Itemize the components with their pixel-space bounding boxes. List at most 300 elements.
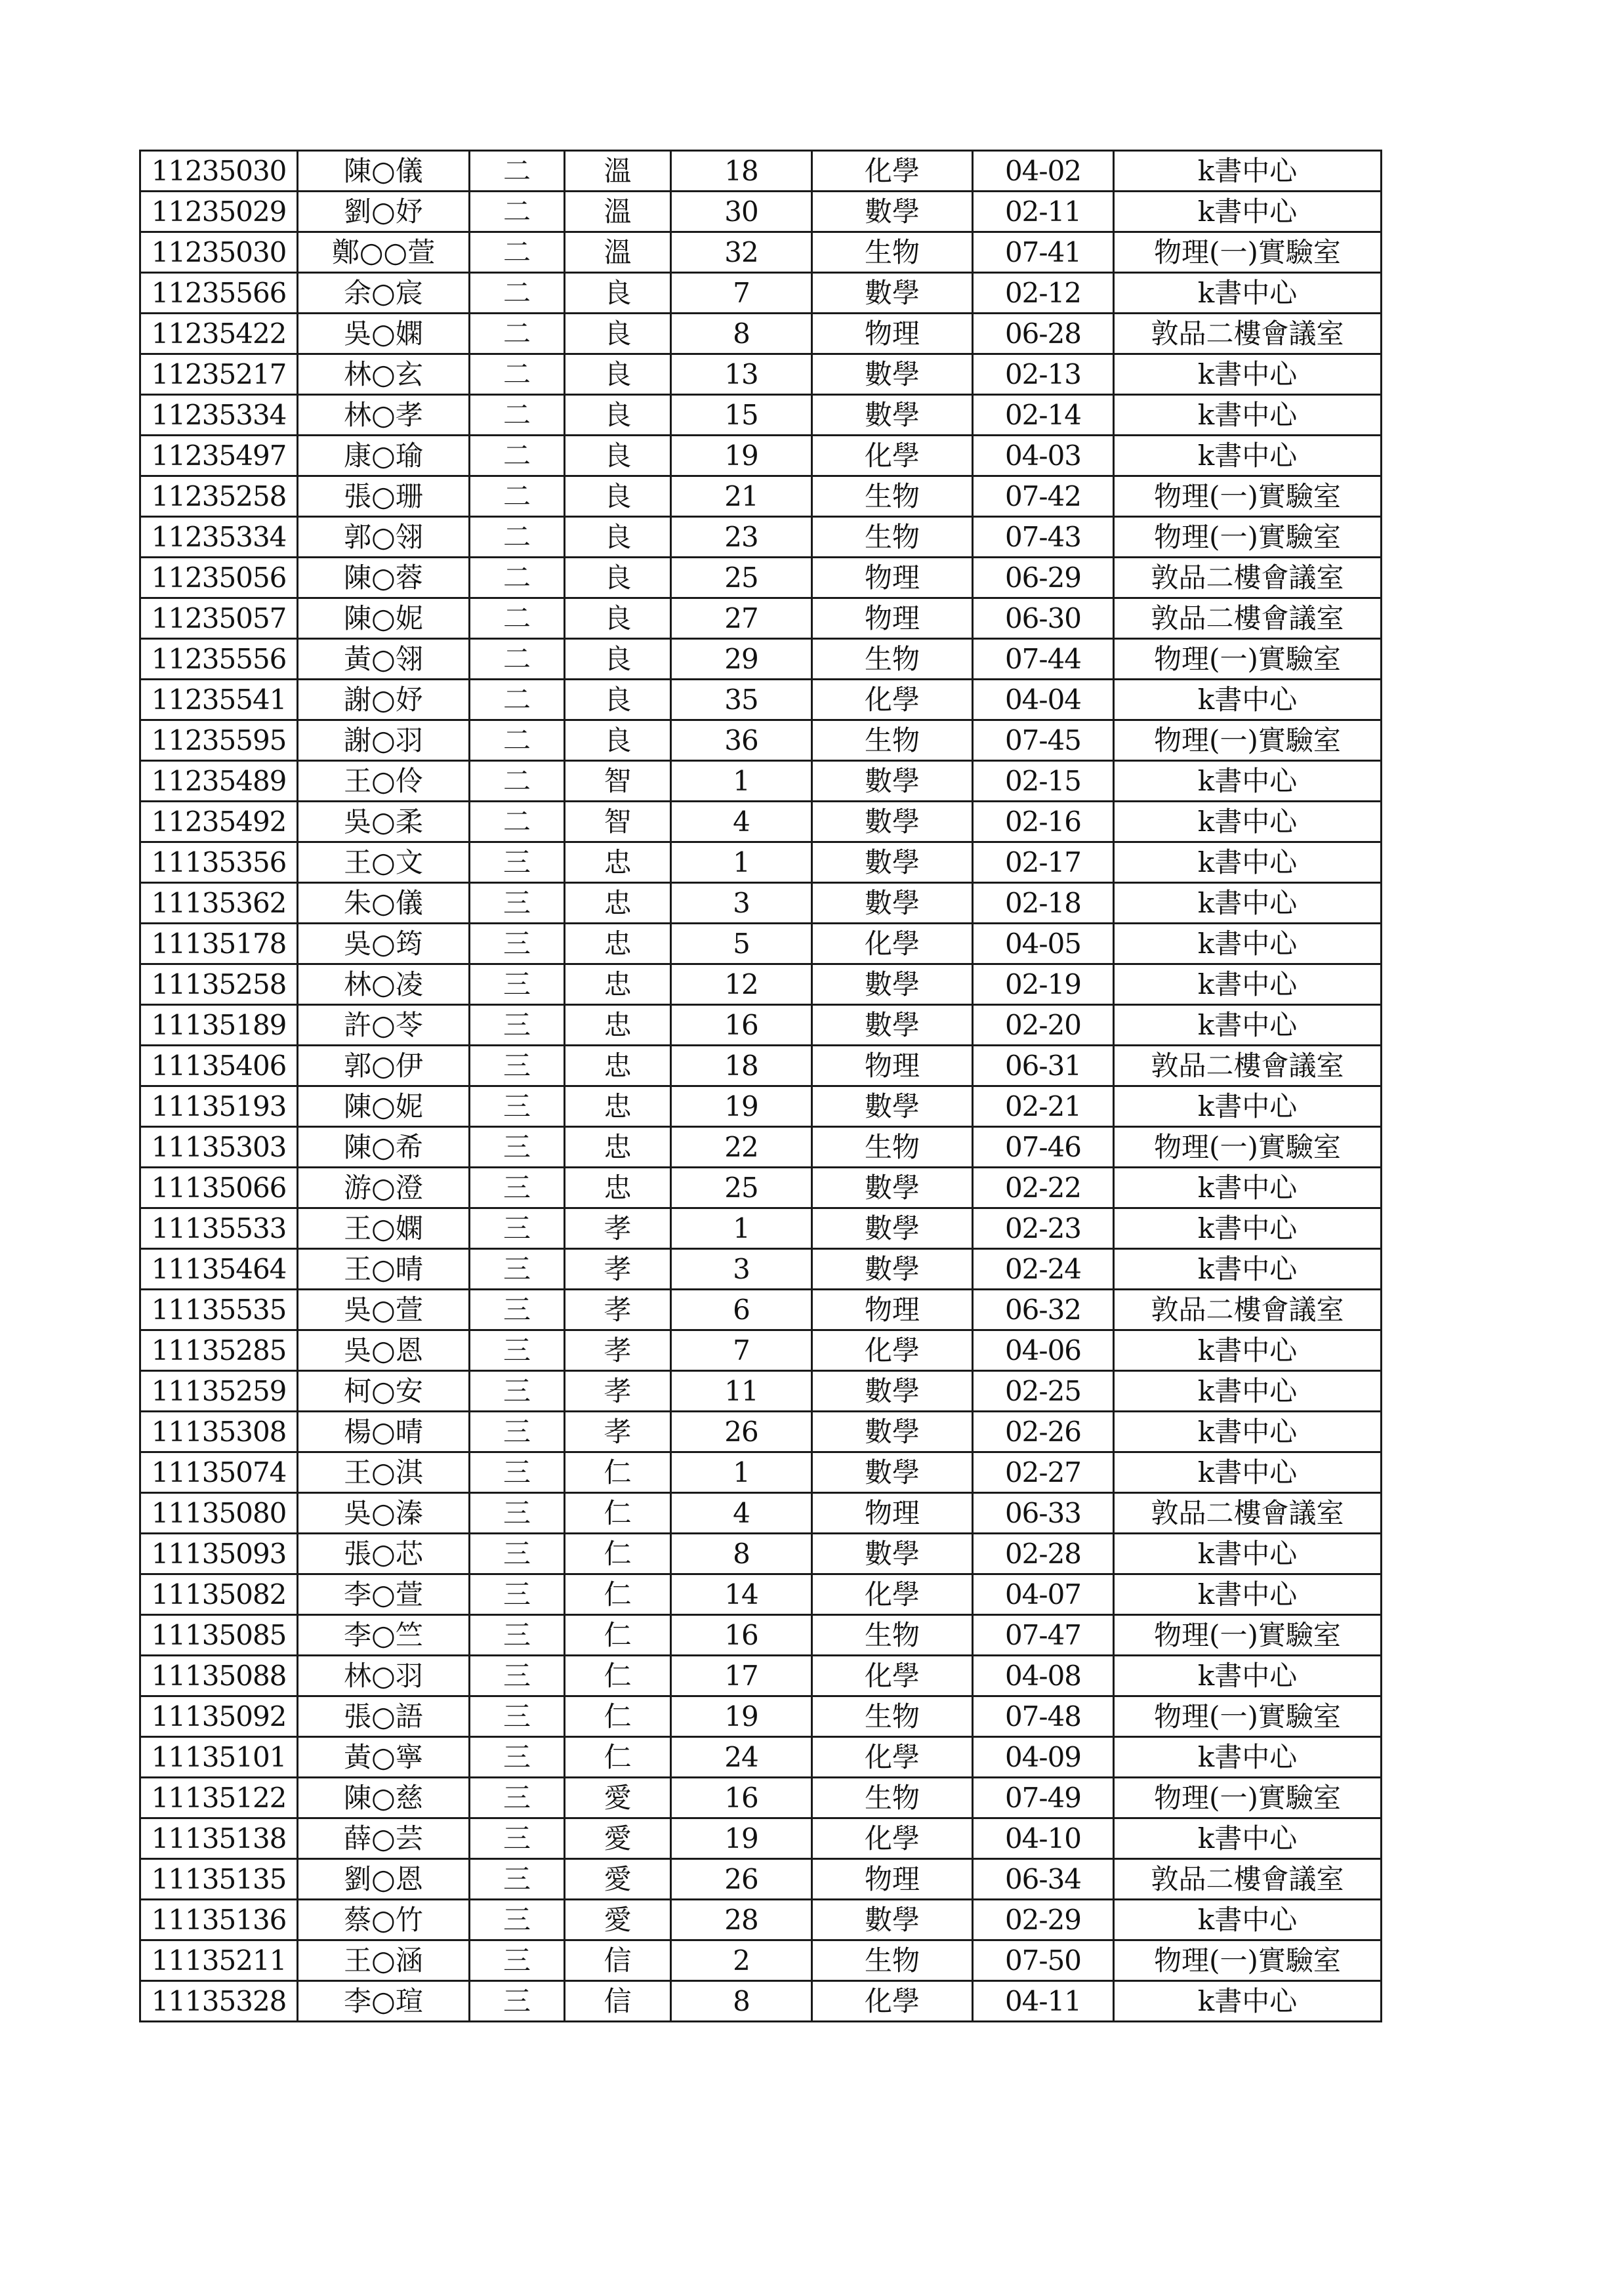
seat-number-cell: 5 [671, 924, 812, 964]
seat-number-cell: 4 [671, 802, 812, 842]
grade-cell: 二 [470, 436, 565, 476]
seat-number-cell: 22 [671, 1127, 812, 1168]
location-cell: 物理(一)實驗室 [1114, 639, 1382, 680]
student-name-cell: 楊○晴 [298, 1412, 470, 1452]
seat-number-cell: 13 [671, 354, 812, 395]
grade-cell: 二 [470, 517, 565, 558]
student-id-cell: 11135193 [140, 1086, 298, 1127]
student-id-cell: 11135136 [140, 1900, 298, 1940]
exam-seat-cell: 04-11 [973, 1981, 1114, 2022]
location-cell: 敦品二樓會議室 [1114, 1859, 1382, 1900]
student-name-cell: 謝○妤 [298, 680, 470, 720]
exam-seat-cell: 02-17 [973, 842, 1114, 883]
class-cell: 忠 [565, 1046, 671, 1086]
subject-cell: 化學 [812, 1330, 973, 1371]
grade-cell: 二 [470, 314, 565, 354]
grade-cell: 三 [470, 1615, 565, 1656]
exam-seat-cell: 07-48 [973, 1696, 1114, 1737]
class-cell: 良 [565, 314, 671, 354]
location-cell: k書中心 [1114, 192, 1382, 232]
exam-seat-cell: 04-10 [973, 1818, 1114, 1859]
exam-seat-cell: 07-41 [973, 232, 1114, 273]
location-cell: k書中心 [1114, 436, 1382, 476]
table-row [140, 558, 1382, 598]
grade-cell: 三 [470, 1818, 565, 1859]
student-name-cell: 李○瑄 [298, 1981, 470, 2022]
seat-number-cell: 25 [671, 1168, 812, 1208]
subject-cell: 數學 [812, 1900, 973, 1940]
location-cell: k書中心 [1114, 883, 1382, 924]
student-id-cell: 11135189 [140, 1005, 298, 1046]
table-row [140, 314, 1382, 354]
class-cell: 仁 [565, 1534, 671, 1574]
subject-cell: 物理 [812, 558, 973, 598]
subject-cell: 生物 [812, 232, 973, 273]
subject-cell: 物理 [812, 314, 973, 354]
seat-number-cell: 30 [671, 192, 812, 232]
student-id-cell: 11235334 [140, 517, 298, 558]
grade-cell: 三 [470, 1981, 565, 2022]
class-cell: 忠 [565, 883, 671, 924]
location-cell: k書中心 [1114, 924, 1382, 964]
location-cell: k書中心 [1114, 761, 1382, 802]
student-name-cell: 劉○妤 [298, 192, 470, 232]
location-cell: k書中心 [1114, 1168, 1382, 1208]
subject-cell: 生物 [812, 1696, 973, 1737]
seat-number-cell: 26 [671, 1412, 812, 1452]
grade-cell: 三 [470, 1534, 565, 1574]
table-row [140, 883, 1382, 924]
table-row [140, 1168, 1382, 1208]
exam-seat-cell: 07-42 [973, 476, 1114, 517]
subject-cell: 數學 [812, 1534, 973, 1574]
seat-number-cell: 3 [671, 1249, 812, 1290]
student-id-cell: 11235541 [140, 680, 298, 720]
seat-number-cell: 16 [671, 1778, 812, 1818]
seat-number-cell: 3 [671, 883, 812, 924]
student-id-cell: 11135258 [140, 964, 298, 1005]
seat-number-cell: 2 [671, 1940, 812, 1981]
grade-cell: 三 [470, 1046, 565, 1086]
student-name-cell: 李○萱 [298, 1574, 470, 1615]
seat-number-cell: 21 [671, 476, 812, 517]
subject-cell: 數學 [812, 761, 973, 802]
seat-number-cell: 6 [671, 1290, 812, 1330]
location-cell: k書中心 [1114, 1452, 1382, 1493]
seat-number-cell: 19 [671, 1086, 812, 1127]
grade-cell: 三 [470, 1574, 565, 1615]
subject-cell: 化學 [812, 1981, 973, 2022]
seat-assignment-table [139, 150, 1382, 2022]
table-row [140, 1086, 1382, 1127]
subject-cell: 化學 [812, 436, 973, 476]
seat-number-cell: 14 [671, 1574, 812, 1615]
table-row [140, 1859, 1382, 1900]
student-name-cell: 王○嫻 [298, 1208, 470, 1249]
subject-cell: 生物 [812, 517, 973, 558]
class-cell: 孝 [565, 1371, 671, 1412]
exam-seat-cell: 07-49 [973, 1778, 1114, 1818]
student-name-cell: 薛○芸 [298, 1818, 470, 1859]
subject-cell: 生物 [812, 476, 973, 517]
exam-seat-cell: 02-20 [973, 1005, 1114, 1046]
student-id-cell: 11135533 [140, 1208, 298, 1249]
student-name-cell: 吳○筠 [298, 924, 470, 964]
seat-number-cell: 18 [671, 1046, 812, 1086]
exam-seat-cell: 06-29 [973, 558, 1114, 598]
location-cell: k書中心 [1114, 1412, 1382, 1452]
seat-number-cell: 4 [671, 1493, 812, 1534]
subject-cell: 數學 [812, 802, 973, 842]
location-cell: 敦品二樓會議室 [1114, 558, 1382, 598]
seat-number-cell: 32 [671, 232, 812, 273]
student-name-cell: 黃○寧 [298, 1737, 470, 1778]
table-row [140, 192, 1382, 232]
grade-cell: 二 [470, 232, 565, 273]
table-row [140, 761, 1382, 802]
student-id-cell: 11135093 [140, 1534, 298, 1574]
student-id-cell: 11235030 [140, 232, 298, 273]
seat-number-cell: 15 [671, 395, 812, 436]
subject-cell: 數學 [812, 1086, 973, 1127]
grade-cell: 三 [470, 964, 565, 1005]
class-cell: 忠 [565, 1086, 671, 1127]
location-cell: 物理(一)實驗室 [1114, 517, 1382, 558]
table-row [140, 1330, 1382, 1371]
class-cell: 良 [565, 680, 671, 720]
exam-seat-cell: 02-12 [973, 273, 1114, 314]
seat-number-cell: 19 [671, 1696, 812, 1737]
class-cell: 良 [565, 476, 671, 517]
student-id-cell: 11235566 [140, 273, 298, 314]
student-id-cell: 11135406 [140, 1046, 298, 1086]
class-cell: 溫 [565, 151, 671, 192]
student-name-cell: 張○芯 [298, 1534, 470, 1574]
student-id-cell: 11135066 [140, 1168, 298, 1208]
class-cell: 忠 [565, 842, 671, 883]
student-name-cell: 王○涵 [298, 1940, 470, 1981]
student-id-cell: 11235057 [140, 598, 298, 639]
grade-cell: 二 [470, 395, 565, 436]
table-row [140, 1981, 1382, 2022]
location-cell: k書中心 [1114, 354, 1382, 395]
exam-seat-cell: 07-47 [973, 1615, 1114, 1656]
table-row [140, 639, 1382, 680]
seat-number-cell: 19 [671, 436, 812, 476]
student-name-cell: 康○瑜 [298, 436, 470, 476]
seat-number-cell: 7 [671, 273, 812, 314]
table-row [140, 720, 1382, 761]
student-name-cell: 林○孝 [298, 395, 470, 436]
seat-number-cell: 29 [671, 639, 812, 680]
table-row [140, 1737, 1382, 1778]
exam-seat-cell: 04-03 [973, 436, 1114, 476]
subject-cell: 數學 [812, 1249, 973, 1290]
exam-seat-cell: 02-18 [973, 883, 1114, 924]
student-id-cell: 11135082 [140, 1574, 298, 1615]
student-id-cell: 11135464 [140, 1249, 298, 1290]
seat-number-cell: 1 [671, 1452, 812, 1493]
grade-cell: 三 [470, 1900, 565, 1940]
exam-seat-cell: 04-09 [973, 1737, 1114, 1778]
location-cell: k書中心 [1114, 1371, 1382, 1412]
seat-number-cell: 1 [671, 761, 812, 802]
location-cell: 物理(一)實驗室 [1114, 1127, 1382, 1168]
location-cell: 物理(一)實驗室 [1114, 720, 1382, 761]
subject-cell: 生物 [812, 720, 973, 761]
location-cell: k書中心 [1114, 1005, 1382, 1046]
seat-number-cell: 8 [671, 314, 812, 354]
location-cell: k書中心 [1114, 1656, 1382, 1696]
student-name-cell: 吳○嫻 [298, 314, 470, 354]
class-cell: 良 [565, 639, 671, 680]
table-row [140, 1208, 1382, 1249]
table-row [140, 395, 1382, 436]
student-name-cell: 林○羽 [298, 1656, 470, 1696]
table-row [140, 680, 1382, 720]
grade-cell: 三 [470, 1452, 565, 1493]
class-cell: 良 [565, 598, 671, 639]
exam-seat-cell: 02-21 [973, 1086, 1114, 1127]
class-cell: 溫 [565, 232, 671, 273]
class-cell: 仁 [565, 1696, 671, 1737]
location-cell: 物理(一)實驗室 [1114, 1940, 1382, 1981]
grade-cell: 三 [470, 1656, 565, 1696]
seat-number-cell: 27 [671, 598, 812, 639]
table-row [140, 151, 1382, 192]
location-cell: k書中心 [1114, 1737, 1382, 1778]
student-name-cell: 陳○慈 [298, 1778, 470, 1818]
table-row [140, 924, 1382, 964]
student-name-cell: 朱○儀 [298, 883, 470, 924]
student-id-cell: 11135122 [140, 1778, 298, 1818]
seat-number-cell: 8 [671, 1534, 812, 1574]
student-id-cell: 11235497 [140, 436, 298, 476]
seat-number-cell: 26 [671, 1859, 812, 1900]
table-row [140, 273, 1382, 314]
location-cell: k書中心 [1114, 1534, 1382, 1574]
class-cell: 智 [565, 761, 671, 802]
table-row [140, 1452, 1382, 1493]
location-cell: 敦品二樓會議室 [1114, 1290, 1382, 1330]
subject-cell: 物理 [812, 598, 973, 639]
class-cell: 良 [565, 436, 671, 476]
table-row [140, 1900, 1382, 1940]
student-name-cell: 吳○溱 [298, 1493, 470, 1534]
subject-cell: 生物 [812, 639, 973, 680]
class-cell: 愛 [565, 1818, 671, 1859]
student-name-cell: 游○澄 [298, 1168, 470, 1208]
student-name-cell: 王○伶 [298, 761, 470, 802]
class-cell: 孝 [565, 1412, 671, 1452]
exam-seat-cell: 02-28 [973, 1534, 1114, 1574]
table-row [140, 1127, 1382, 1168]
table-row [140, 1656, 1382, 1696]
location-cell: 物理(一)實驗室 [1114, 232, 1382, 273]
student-id-cell: 11235217 [140, 354, 298, 395]
student-id-cell: 11135259 [140, 1371, 298, 1412]
location-cell: k書中心 [1114, 964, 1382, 1005]
class-cell: 忠 [565, 1127, 671, 1168]
exam-seat-cell: 02-14 [973, 395, 1114, 436]
seat-number-cell: 17 [671, 1656, 812, 1696]
seat-number-cell: 16 [671, 1615, 812, 1656]
grade-cell: 三 [470, 1127, 565, 1168]
student-id-cell: 11135178 [140, 924, 298, 964]
student-name-cell: 吳○恩 [298, 1330, 470, 1371]
subject-cell: 數學 [812, 273, 973, 314]
exam-seat-cell: 02-11 [973, 192, 1114, 232]
exam-seat-cell: 07-45 [973, 720, 1114, 761]
grade-cell: 三 [470, 1696, 565, 1737]
exam-seat-cell: 02-15 [973, 761, 1114, 802]
class-cell: 忠 [565, 1005, 671, 1046]
class-cell: 信 [565, 1981, 671, 2022]
student-name-cell: 王○淇 [298, 1452, 470, 1493]
subject-cell: 化學 [812, 151, 973, 192]
class-cell: 良 [565, 395, 671, 436]
exam-seat-cell: 02-25 [973, 1371, 1114, 1412]
student-name-cell: 許○苓 [298, 1005, 470, 1046]
subject-cell: 化學 [812, 680, 973, 720]
table-row [140, 476, 1382, 517]
grade-cell: 二 [470, 761, 565, 802]
grade-cell: 二 [470, 151, 565, 192]
location-cell: k書中心 [1114, 1249, 1382, 1290]
student-id-cell: 11135328 [140, 1981, 298, 2022]
student-id-cell: 11235030 [140, 151, 298, 192]
class-cell: 良 [565, 558, 671, 598]
seat-number-cell: 12 [671, 964, 812, 1005]
seat-number-cell: 23 [671, 517, 812, 558]
grade-cell: 二 [470, 720, 565, 761]
table-row [140, 802, 1382, 842]
class-cell: 愛 [565, 1859, 671, 1900]
subject-cell: 物理 [812, 1493, 973, 1534]
location-cell: 物理(一)實驗室 [1114, 1778, 1382, 1818]
location-cell: k書中心 [1114, 1900, 1382, 1940]
location-cell: k書中心 [1114, 1330, 1382, 1371]
subject-cell: 生物 [812, 1940, 973, 1981]
student-name-cell: 蔡○竹 [298, 1900, 470, 1940]
student-id-cell: 11135085 [140, 1615, 298, 1656]
subject-cell: 生物 [812, 1778, 973, 1818]
class-cell: 良 [565, 517, 671, 558]
subject-cell: 數學 [812, 1412, 973, 1452]
student-id-cell: 11235489 [140, 761, 298, 802]
exam-seat-cell: 04-02 [973, 151, 1114, 192]
student-id-cell: 11135285 [140, 1330, 298, 1371]
student-name-cell: 張○語 [298, 1696, 470, 1737]
location-cell: 物理(一)實驗室 [1114, 1696, 1382, 1737]
student-id-cell: 11135092 [140, 1696, 298, 1737]
class-cell: 信 [565, 1940, 671, 1981]
subject-cell: 數學 [812, 1168, 973, 1208]
exam-seat-cell: 07-50 [973, 1940, 1114, 1981]
class-cell: 孝 [565, 1330, 671, 1371]
student-id-cell: 11135080 [140, 1493, 298, 1534]
location-cell: 物理(一)實驗室 [1114, 476, 1382, 517]
subject-cell: 數學 [812, 192, 973, 232]
grade-cell: 三 [470, 1778, 565, 1818]
table-row [140, 598, 1382, 639]
grade-cell: 三 [470, 1005, 565, 1046]
exam-seat-cell: 06-28 [973, 314, 1114, 354]
class-cell: 愛 [565, 1778, 671, 1818]
table-row [140, 232, 1382, 273]
subject-cell: 數學 [812, 1371, 973, 1412]
grade-cell: 二 [470, 558, 565, 598]
subject-cell: 生物 [812, 1127, 973, 1168]
table-row [140, 1818, 1382, 1859]
table-row [140, 1249, 1382, 1290]
exam-seat-cell: 06-33 [973, 1493, 1114, 1534]
table-row [140, 1493, 1382, 1534]
exam-seat-cell: 04-07 [973, 1574, 1114, 1615]
exam-seat-cell: 02-13 [973, 354, 1114, 395]
location-cell: k書中心 [1114, 802, 1382, 842]
exam-seat-cell: 04-08 [973, 1656, 1114, 1696]
table-row [140, 1615, 1382, 1656]
student-name-cell: 吳○柔 [298, 802, 470, 842]
grade-cell: 三 [470, 1208, 565, 1249]
exam-seat-cell: 07-46 [973, 1127, 1114, 1168]
location-cell: 敦品二樓會議室 [1114, 598, 1382, 639]
grade-cell: 三 [470, 924, 565, 964]
subject-cell: 生物 [812, 1615, 973, 1656]
table-row [140, 1290, 1382, 1330]
subject-cell: 化學 [812, 1656, 973, 1696]
student-name-cell: 林○凌 [298, 964, 470, 1005]
class-cell: 良 [565, 273, 671, 314]
class-cell: 忠 [565, 924, 671, 964]
location-cell: 敦品二樓會議室 [1114, 314, 1382, 354]
exam-seat-cell: 06-34 [973, 1859, 1114, 1900]
location-cell: k書中心 [1114, 273, 1382, 314]
subject-cell: 數學 [812, 354, 973, 395]
student-id-cell: 11135308 [140, 1412, 298, 1452]
seat-number-cell: 28 [671, 1900, 812, 1940]
student-name-cell: 陳○妮 [298, 1086, 470, 1127]
class-cell: 良 [565, 354, 671, 395]
student-name-cell: 柯○安 [298, 1371, 470, 1412]
exam-seat-cell: 06-30 [973, 598, 1114, 639]
location-cell: k書中心 [1114, 842, 1382, 883]
seat-number-cell: 24 [671, 1737, 812, 1778]
student-name-cell: 林○玄 [298, 354, 470, 395]
grade-cell: 二 [470, 273, 565, 314]
grade-cell: 三 [470, 1330, 565, 1371]
student-id-cell: 11135211 [140, 1940, 298, 1981]
exam-seat-cell: 06-32 [973, 1290, 1114, 1330]
class-cell: 仁 [565, 1656, 671, 1696]
student-id-cell: 11235556 [140, 639, 298, 680]
student-id-cell: 11235258 [140, 476, 298, 517]
grade-cell: 三 [470, 1371, 565, 1412]
student-id-cell: 11235595 [140, 720, 298, 761]
class-cell: 忠 [565, 964, 671, 1005]
grade-cell: 二 [470, 192, 565, 232]
student-name-cell: 郭○翎 [298, 517, 470, 558]
grade-cell: 三 [470, 883, 565, 924]
table-row [140, 842, 1382, 883]
class-cell: 仁 [565, 1574, 671, 1615]
student-id-cell: 11135135 [140, 1859, 298, 1900]
student-id-cell: 11235422 [140, 314, 298, 354]
student-id-cell: 11135074 [140, 1452, 298, 1493]
student-name-cell: 鄭○○萱 [298, 232, 470, 273]
table-row [140, 517, 1382, 558]
